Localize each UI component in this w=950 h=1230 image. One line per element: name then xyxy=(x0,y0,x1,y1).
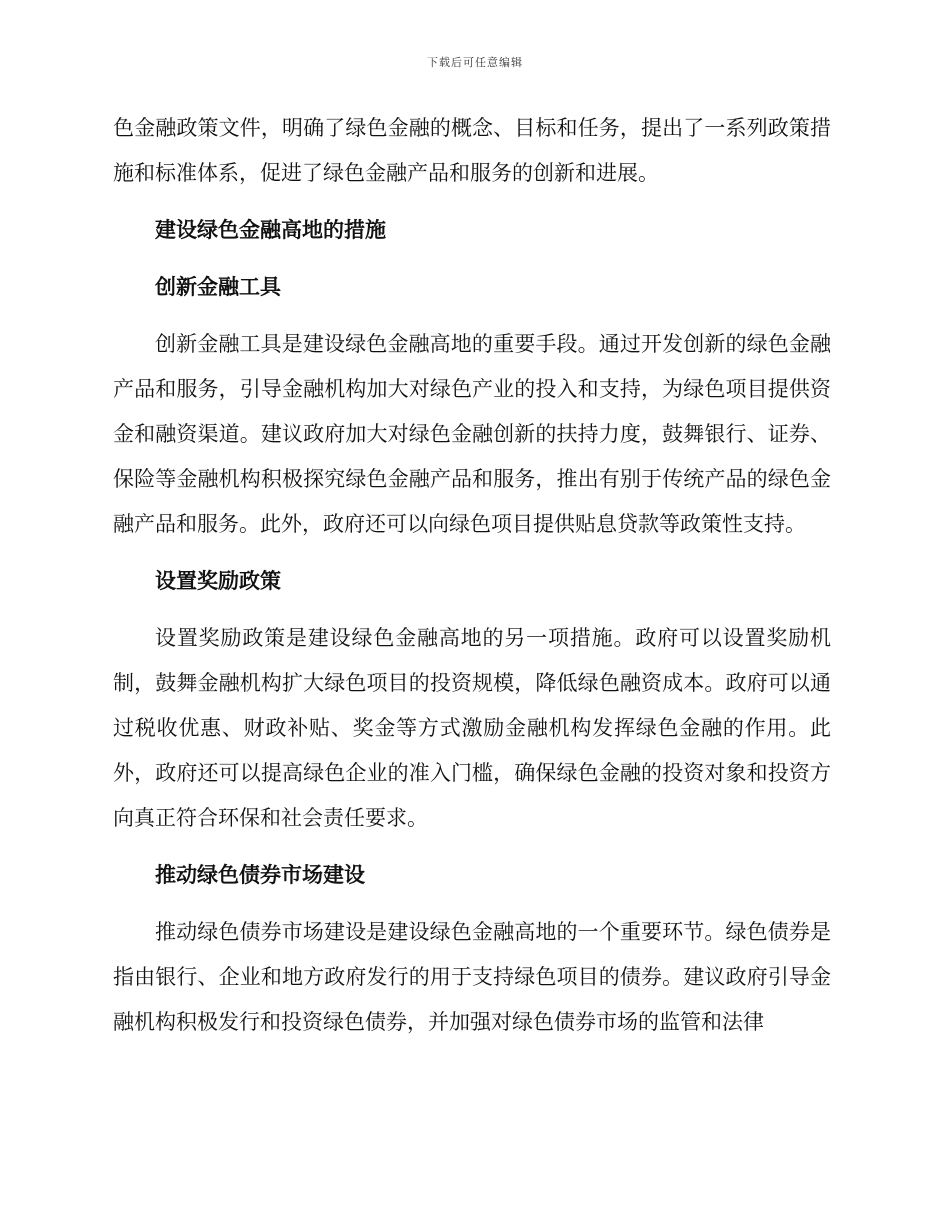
subsection-heading-green-bond: 推动绿色债券市场建设 xyxy=(155,863,365,887)
paragraph-innovation: 创新金融工具是建设绿色金融高地的重要手段。通过开发创新的绿色金融产品和服务，引导金融机构加大对绿色产业的投入和支持，为绿色项目提供资金和融资渠道。建议政府加大对绿色金融创新的扶持力度，鼓舞银行、证券、保险等金融机构积极探究绿色金融产品和服务，推出有别于传统产品的绿色金融产品和服务。此外，政府还可以向绿色项目提供贴息贷款等政策性支持。 xyxy=(113,332,831,536)
paragraph-incentive: 设置奖励政策是建设绿色金融高地的另一项措施。政府可以设置奖励机制，鼓舞金融机构扩大绿色项目的投资规模，降低绿色融资成本。政府可以通过税收优惠、财政补贴、奖金等方式激励金融机构发挥绿色金融的作用。此外，政府还可以提高绿色企业的准入门槛，确保绿色金融的投资对象和投资方向真正符合环保和社会责任要求。 xyxy=(113,626,831,830)
page-header: 下载后可任意编辑 xyxy=(427,56,523,69)
paragraph-green-bond: 推动绿色债券市场建设是建设绿色金融高地的一个重要环节。绿色债券是指由银行、企业和地方政府发行的用于支持绿色项目的债券。建议政府引导金融机构积极发行和投资绿色债券，并加强对绿色债券市场的监管和法律 xyxy=(113,920,831,1034)
paragraph-continued: 色金融政策文件，明确了绿色金融的概念、目标和任务，提出了一系列政策措施和标准体系，促进了绿色金融产品和服务的创新和进展。 xyxy=(113,116,831,185)
section-heading: 建设绿色金融高地的措施 xyxy=(155,218,386,242)
document-body xyxy=(113,106,831,1057)
subsection-heading-innovation: 创新金融工具 xyxy=(155,275,281,299)
subsection-heading-incentive: 设置奖励政策 xyxy=(155,569,281,593)
